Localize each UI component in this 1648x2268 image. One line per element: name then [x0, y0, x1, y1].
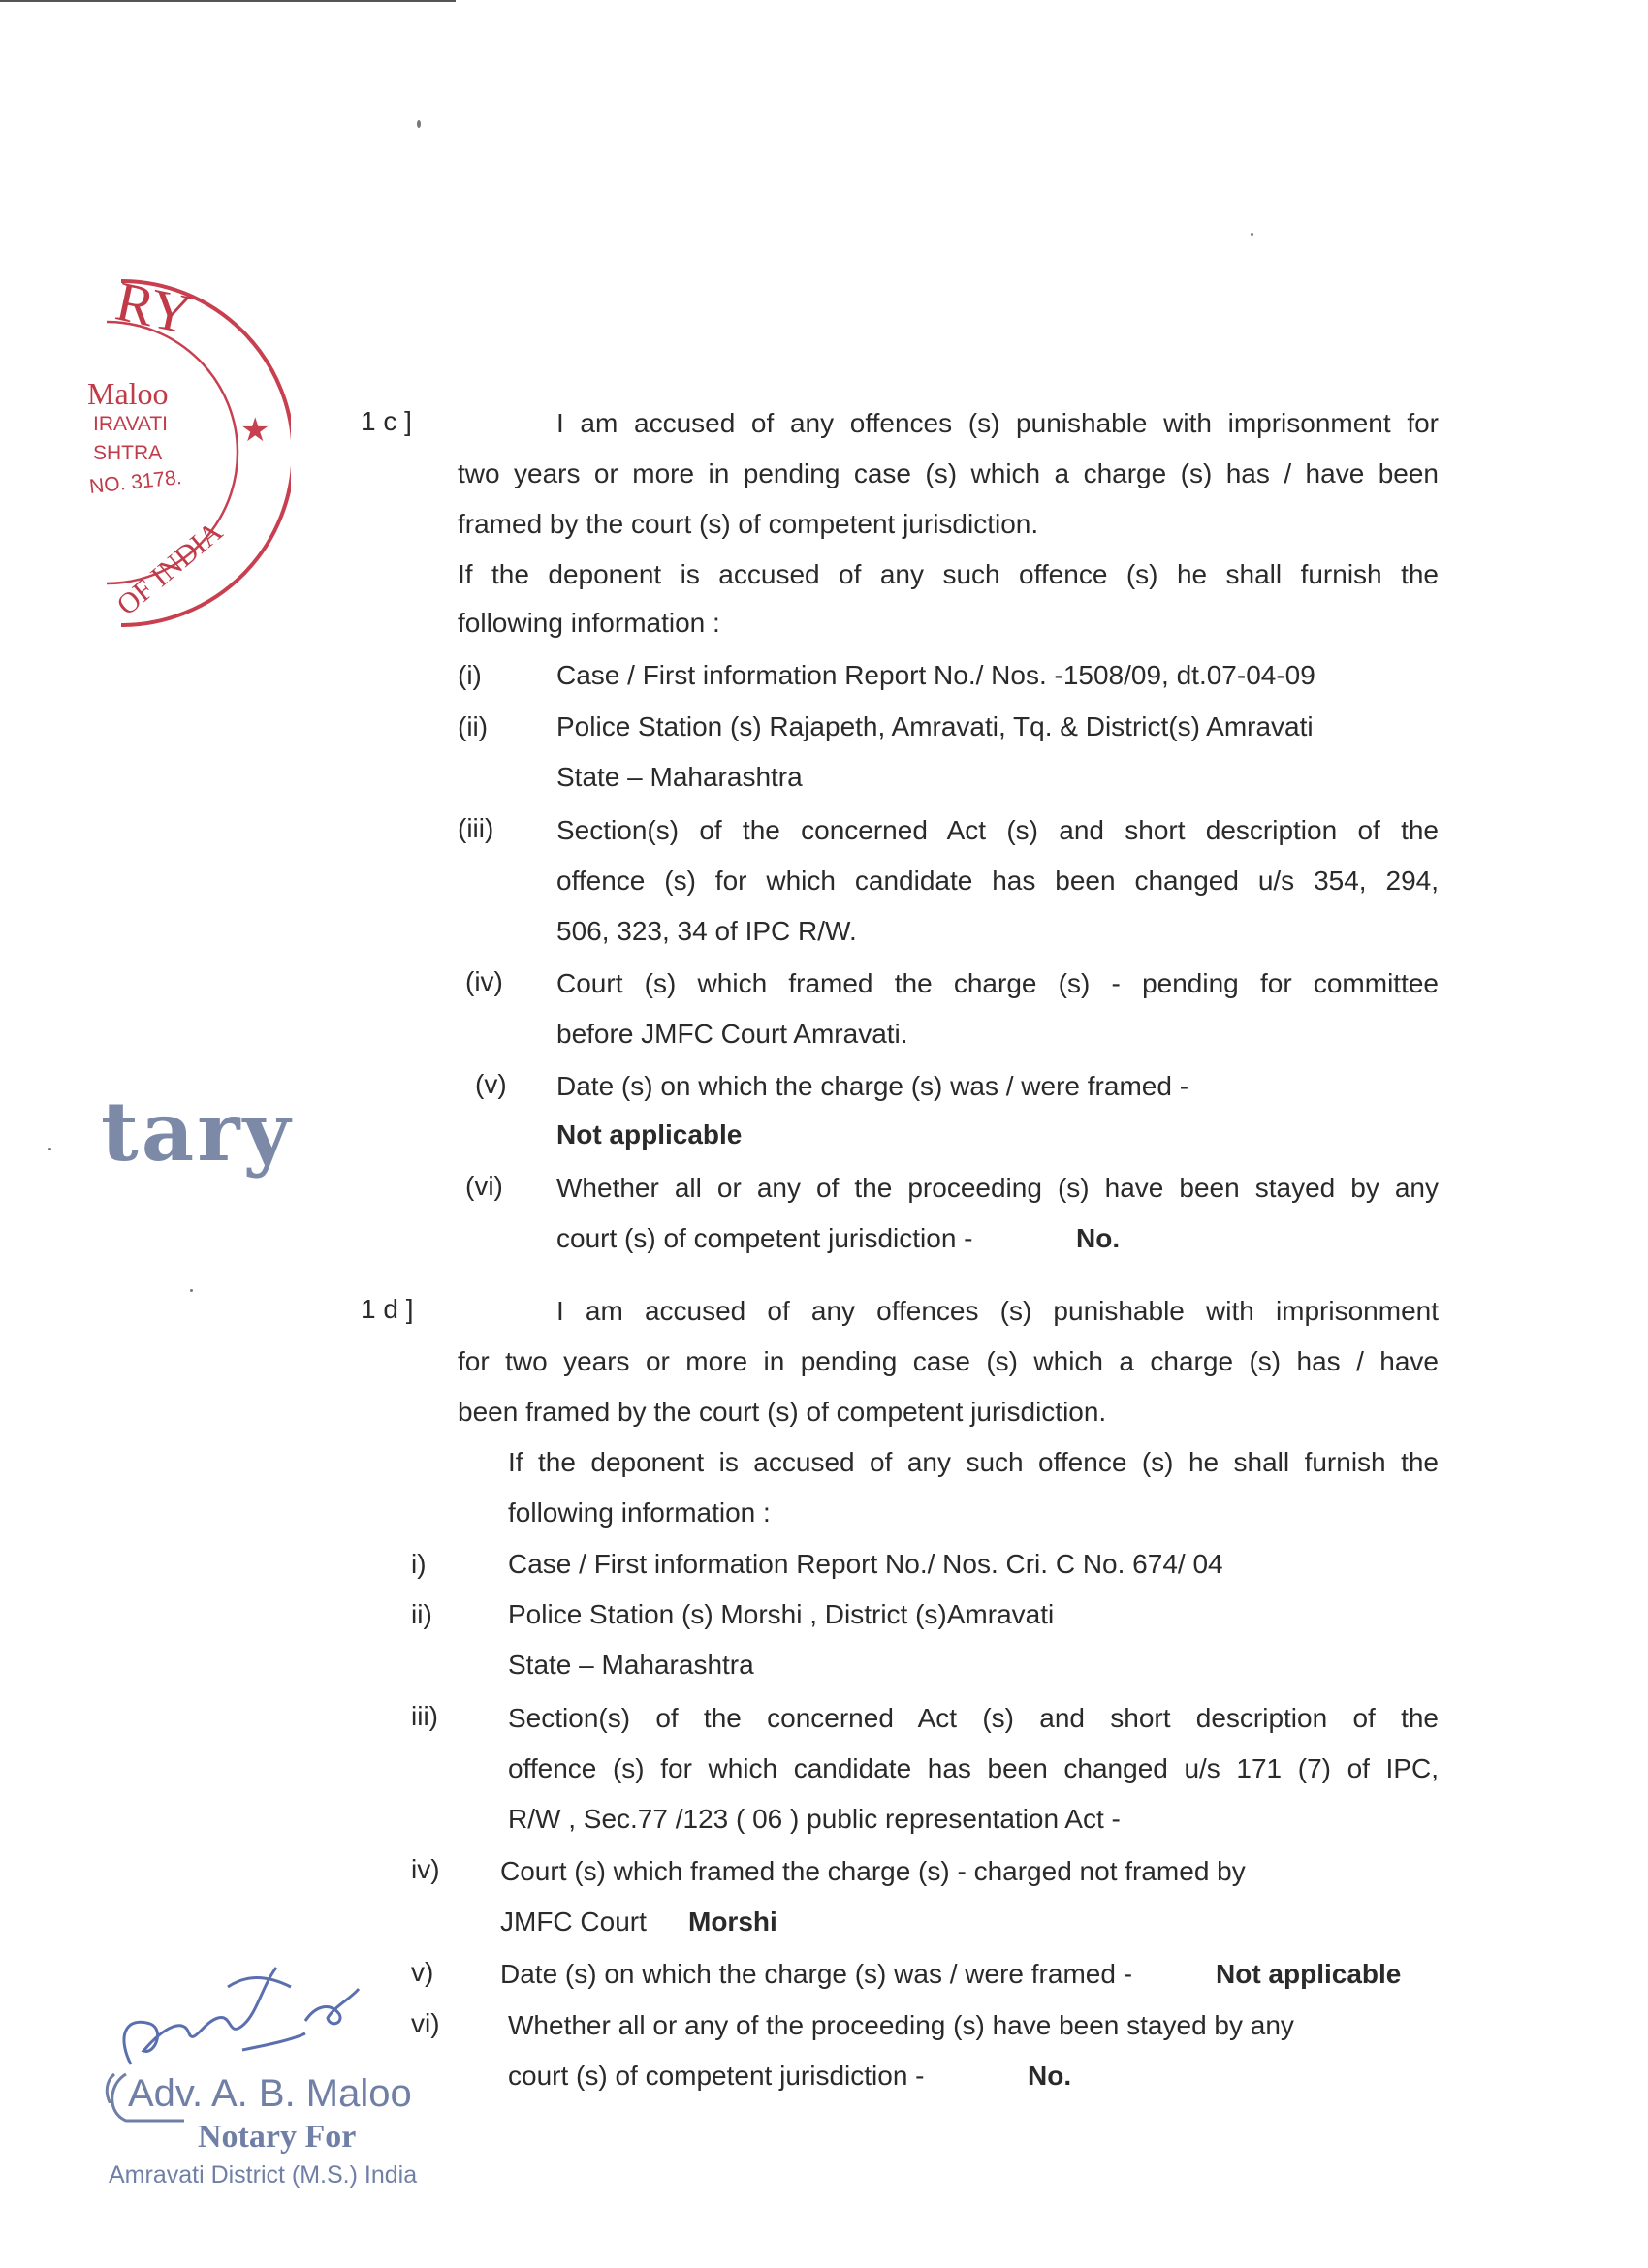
item-answer: Not applicable [1216, 1959, 1402, 1989]
item-number: (ii) [458, 711, 489, 741]
item-number: (vi) [465, 1171, 503, 1201]
section-1c-label: 1 c ] [361, 406, 412, 436]
scan-speck [1251, 233, 1253, 236]
scan-speck [417, 120, 421, 128]
item-text: Court (s) which framed the charge (s) - charged not framed by [500, 1856, 1246, 1886]
item-text: Police Station (s) Morshi , District (s)Amravati [508, 1599, 1055, 1629]
seal-bottom-text: OF INDIA [111, 515, 229, 622]
notary-name: Adv. A. B. Maloo [128, 2072, 412, 2115]
item-text: Section(s) of the concerned Act (s) and short description of the [508, 1703, 1439, 1733]
item-text: R/W , Sec.77 /123 ( 06 ) public representation Act - [508, 1804, 1121, 1834]
item-number: (i) [458, 660, 482, 690]
item-text: State – Maharashtra [508, 1650, 754, 1680]
item-text: JMFC Court [500, 1906, 647, 1937]
item-number: v) [411, 1957, 434, 1987]
notary-stamp-border [97, 1929, 485, 2200]
section-1c-deponent-line: following information : [458, 608, 720, 638]
item-number: iv) [411, 1854, 440, 1884]
item-text: offence (s) for which candidate has been changed u/s 171 (7) of IPC, [508, 1753, 1439, 1783]
seal-reg-number: NO. 3178. [88, 466, 183, 498]
item-number: (v) [475, 1069, 507, 1099]
notary-title: Notary For [198, 2119, 357, 2155]
item-answer: No. [1028, 2061, 1072, 2091]
section-1c-deponent-line: If the deponent is accused of any such offence (s) he shall furnish the [458, 559, 1439, 589]
side-stamp-fragment: tary [101, 1084, 294, 1180]
scan-edge-line [0, 0, 456, 2]
item-text: before JMFC Court Amravati. [556, 1019, 908, 1049]
seal-line-3: SHTRA [93, 442, 163, 464]
item-number: (iv) [465, 966, 503, 996]
scan-speck [48, 1148, 51, 1150]
item-text: Case / First information Report No./ Nos. -1508/09, dt.07-04-09 [556, 660, 1315, 690]
item-answer: No. [1076, 1223, 1121, 1253]
item-text: Case / First information Report No./ Nos. Cri. C No. 674/ 04 [508, 1549, 1223, 1579]
item-answer: Not applicable [556, 1119, 743, 1150]
item-number: (iii) [458, 813, 494, 843]
item-text: Police Station (s) Rajapeth, Amravati, Tq. & District(s) Amravati [556, 711, 1314, 741]
section-1c-para-line: two years or more in pending case (s) which a charge (s) has / have been [458, 458, 1439, 488]
item-text: State – Maharashtra [556, 762, 803, 792]
item-text: Court (s) which framed the charge (s) - pending for committee [556, 968, 1439, 998]
seal-top-letters: RY [111, 268, 198, 347]
item-text: Whether all or any of the proceeding (s) have been stayed by any [508, 2010, 1294, 2040]
svg-text:★: ★ [240, 411, 270, 450]
item-text: Date (s) on which the charge (s) was / were framed - [500, 1959, 1133, 1989]
item-number: ii) [411, 1599, 432, 1629]
item-number: iii) [411, 1701, 438, 1731]
item-text: 506, 323, 34 of IPC R/W. [556, 916, 857, 946]
item-court-name: Morshi [688, 1906, 777, 1937]
section-1d-para-line: I am accused of any offences (s) punishable with imprisonment [556, 1296, 1439, 1326]
seal-line-2: IRAVATI [93, 413, 169, 435]
section-1d-deponent-line: If the deponent is accused of any such offence (s) he shall furnish the [508, 1447, 1439, 1477]
item-text: Section(s) of the concerned Act (s) and short description of the [556, 815, 1439, 845]
scan-speck [190, 1289, 193, 1292]
section-1d-para-line: been framed by the court (s) of competent jurisdiction. [458, 1397, 1107, 1427]
seal-name: Maloo [87, 376, 169, 411]
section-1d-para-line: for two years or more in pending case (s) which a charge (s) has / have [458, 1346, 1439, 1376]
item-number: i) [411, 1549, 427, 1579]
item-text: offence (s) for which candidate has been changed u/s 354, 294, [556, 866, 1439, 896]
section-1d-deponent-line: following information : [508, 1497, 771, 1528]
notary-signature-stamp [97, 1929, 485, 2200]
item-text: Date (s) on which the charge (s) was / were framed - [556, 1071, 1189, 1101]
section-1d-label: 1 d ] [361, 1294, 414, 1324]
item-text: court (s) of competent jurisdiction - [508, 2061, 925, 2091]
section-1c-para-line: I am accused of any offences (s) punishable with imprisonment for [556, 408, 1439, 438]
section-1c-para-line: framed by the court (s) of competent jurisdiction. [458, 509, 1039, 539]
item-text: court (s) of competent jurisdiction - [556, 1223, 973, 1253]
item-number: vi) [411, 2008, 440, 2038]
item-text: Whether all or any of the proceeding (s) have been stayed by any [556, 1173, 1439, 1203]
notary-seal-stamp [29, 262, 291, 649]
notary-region: Amravati District (M.S.) India [109, 2161, 418, 2189]
